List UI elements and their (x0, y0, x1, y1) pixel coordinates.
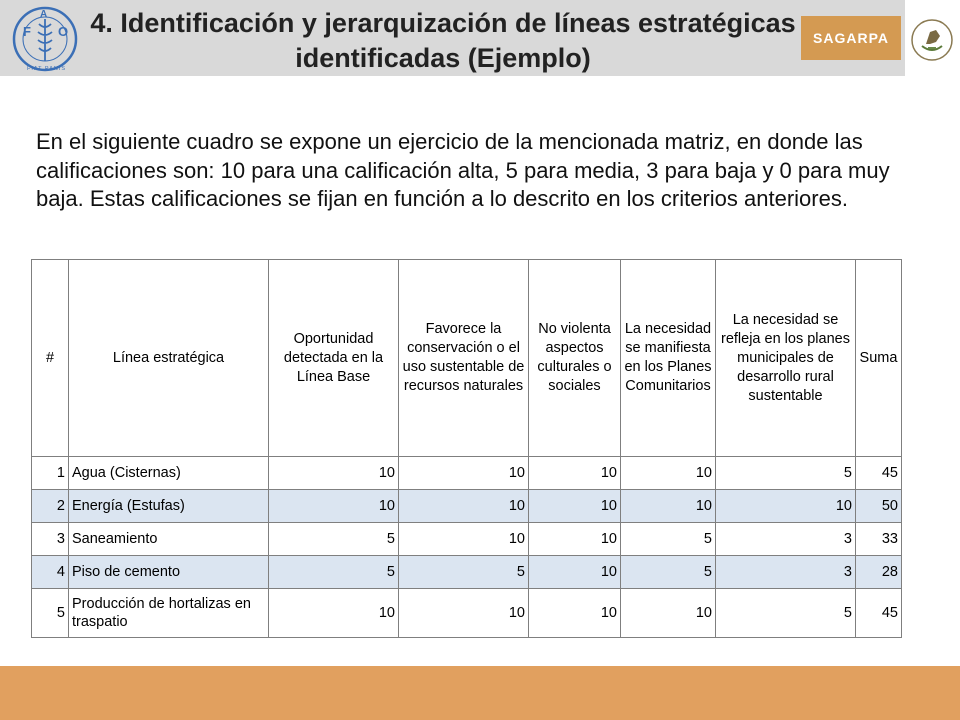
cell-score: 10 (399, 490, 529, 523)
cell-score: 10 (399, 457, 529, 490)
fao-motto: FIAT PANIS (27, 66, 67, 72)
cell-score: 5 (621, 556, 716, 589)
cell-score: 3 (716, 523, 856, 556)
cell-score: 10 (529, 457, 621, 490)
cell-sum: 45 (856, 457, 902, 490)
cell-score: 10 (269, 457, 399, 490)
cell-score: 10 (621, 490, 716, 523)
table-row (32, 457, 902, 490)
cell-line: Agua (Cisternas) (69, 457, 269, 490)
cell-number: 1 (32, 457, 69, 490)
slide-title (88, 6, 798, 76)
cell-score: 10 (399, 523, 529, 556)
cell-score: 5 (716, 457, 856, 490)
cell-sum: 28 (856, 556, 902, 589)
cell-number: 5 (32, 589, 69, 638)
cell-score: 10 (621, 457, 716, 490)
cell-score: 10 (716, 490, 856, 523)
cell-score: 3 (716, 556, 856, 589)
col-header-municipal-plans: La necesidad se refleja en los planes municipales de desarrollo rural sustentable (716, 260, 856, 457)
strategic-lines-table (31, 259, 902, 638)
col-header-sum: Suma (856, 260, 902, 457)
header-row (32, 260, 902, 457)
cell-score: 10 (529, 523, 621, 556)
cell-line: Producción de hortalizas en traspatio (69, 589, 269, 638)
table-row (32, 556, 902, 589)
fao-letter-f: F (23, 24, 31, 39)
cell-sum: 33 (856, 523, 902, 556)
sagarpa-label: SAGARPA (813, 30, 889, 46)
cell-score: 5 (716, 589, 856, 638)
cell-number: 3 (32, 523, 69, 556)
cell-score: 10 (621, 589, 716, 638)
cell-score: 10 (269, 589, 399, 638)
cell-score: 10 (269, 490, 399, 523)
cell-score: 5 (269, 523, 399, 556)
table-row (32, 589, 902, 638)
table-row (32, 523, 902, 556)
intro-paragraph: En el siguiente cuadro se expone un ejercicio de la mencionada matriz, en donde las calificaciones son: 10 para una calificación alta, 5 para media, 3 para baja y 0 para muy baja. Estas calificaciones se fijan en función a lo descrito en los criterios anteriores. (36, 129, 890, 211)
cell-score: 5 (621, 523, 716, 556)
fao-logo (6, 4, 84, 74)
cell-number: 4 (32, 556, 69, 589)
cell-number: 2 (32, 490, 69, 523)
title-line-1: 4. Identificación y jerarquización de líneas estratégicas (90, 8, 796, 38)
cell-score: 10 (399, 589, 529, 638)
cell-score: 10 (529, 589, 621, 638)
cell-line: Piso de cemento (69, 556, 269, 589)
fao-letter-a: A (40, 9, 48, 20)
cell-score: 10 (529, 556, 621, 589)
cell-sum: 45 (856, 589, 902, 638)
footer-band (0, 666, 960, 720)
table-row (32, 490, 902, 523)
mexico-shield-icon (910, 18, 954, 62)
col-header-community-plans: La necesidad se manifiesta en los Planes Comunitarios (621, 260, 716, 457)
cell-sum: 50 (856, 490, 902, 523)
cell-line: Energía (Estufas) (69, 490, 269, 523)
col-header-opportunity: Oportunidad detectada en la Línea Base (269, 260, 399, 457)
cell-line: Saneamiento (69, 523, 269, 556)
col-header-cultural: No violenta aspectos culturales o sociales (529, 260, 621, 457)
cell-score: 10 (529, 490, 621, 523)
cell-score: 5 (399, 556, 529, 589)
col-header-conservation: Favorece la conservación o el uso sustentable de recursos naturales (399, 260, 529, 457)
title-line-2: identificadas (Ejemplo) (295, 43, 591, 73)
col-header-line: Línea estratégica (69, 260, 269, 457)
fao-letter-o: O (58, 24, 69, 39)
col-header-number: # (32, 260, 69, 457)
cell-score: 5 (269, 556, 399, 589)
sagarpa-logo (801, 16, 901, 60)
